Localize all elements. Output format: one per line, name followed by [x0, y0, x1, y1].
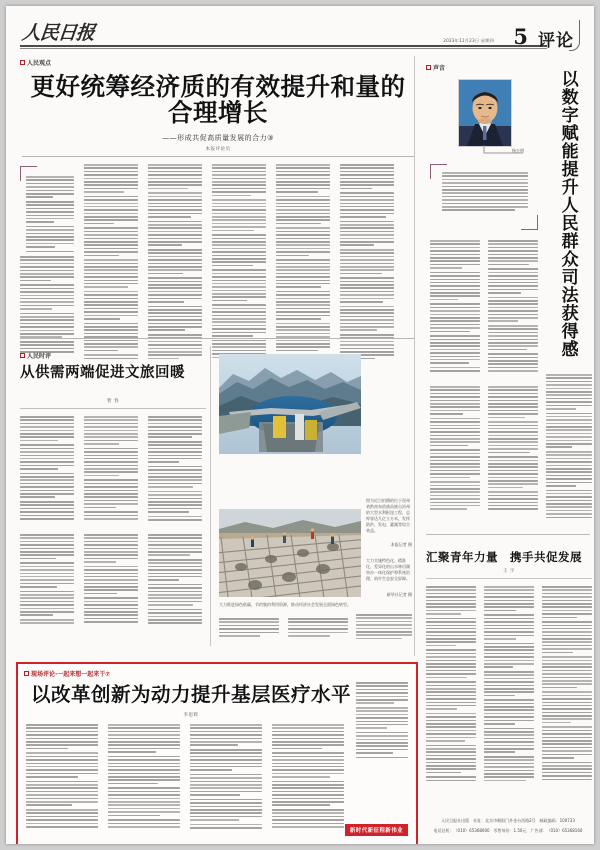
voice-body-col3 — [430, 386, 480, 513]
kicker-people-viewpoint — [20, 58, 51, 67]
grassroots-kicker-row — [24, 669, 110, 678]
lead-rule — [22, 156, 414, 157]
kicker-label-2: 人民时评 — [27, 353, 52, 360]
masthead-rule-thin — [20, 48, 547, 49]
kicker-label: 人民观点 — [27, 60, 52, 67]
portrait-caption: 杨万明 — [512, 148, 524, 153]
footer-line-1: 人民日报社出版 社址：北京市朝阳门外金台西路2号 邮政编码：100733 — [441, 818, 575, 823]
youth-byline: 王 宇 — [503, 569, 515, 574]
grassroots-body-col3 — [190, 724, 262, 832]
newspaper-page — [6, 6, 594, 844]
culture-kicker-row — [20, 351, 51, 360]
youth-body-col1 — [426, 586, 476, 784]
lead-body-col1b — [20, 256, 74, 356]
youth-body-col3 — [542, 586, 592, 783]
masthead — [20, 16, 580, 50]
culture-body-col6 — [148, 534, 202, 627]
culture-rule — [20, 408, 206, 409]
grassroots-body-col5 — [356, 682, 408, 761]
lead-subheadline: ——形成共促高质量发展的合力③ — [162, 134, 274, 142]
portrait-photo — [458, 79, 512, 147]
grassroots-badge: 新时代新征程新伟业 — [345, 824, 408, 836]
lead-body-col5 — [276, 164, 330, 362]
kicker-mark-icon-4 — [24, 671, 29, 676]
kicker-mark-icon — [20, 60, 25, 65]
kicker-label-3: 声音 — [433, 65, 446, 72]
lead-byline: 本报评论员 — [205, 147, 231, 152]
lead-body-col3 — [148, 164, 202, 362]
photo-feature-body-1 — [219, 618, 279, 640]
publication-date: 2023年11月23日 星期四 — [443, 38, 494, 43]
photo-dam-svg — [219, 354, 361, 454]
lead-body-col4 — [212, 164, 266, 361]
voice-body-col5 — [546, 374, 592, 521]
lead-headline: 更好统筹经济质的有效提升和量的合理增长 — [30, 72, 406, 128]
kicker-voice — [426, 63, 445, 72]
page-number: 5 — [513, 24, 528, 49]
kicker-onsite-commentary — [24, 669, 110, 678]
newspaper-logo: 人民日报 — [20, 22, 96, 44]
youth-body-col2 — [484, 586, 534, 784]
photo-feature-body-2 — [288, 618, 348, 640]
culture-headline: 从供需两端促进文旅回暖 — [20, 365, 185, 381]
voice-kicker-row — [426, 63, 445, 72]
lead-body-col2 — [84, 164, 138, 362]
lead-body-col6 — [340, 164, 394, 362]
photo-feature-body-3 — [356, 614, 412, 642]
grassroots-body-col2 — [108, 724, 180, 831]
photo-slope-construction — [219, 509, 361, 597]
youth-headline: 汇聚青年力量 携手共促发展 — [426, 550, 582, 564]
culture-body-col4 — [20, 534, 74, 627]
photo-caption-top: 图为近日拍摄的位于贵州省黔南布依族苗族自治州的大型水利枢纽工程，总库容达九亿立方米，发挥防洪、发电、灌溉等综合效益。 — [366, 498, 410, 533]
photo-caption-credit-top: 本报记者 摄 — [390, 542, 412, 547]
portrait-svg — [459, 80, 511, 146]
masthead-corner-ornament — [569, 20, 580, 51]
culture-body-col1 — [20, 416, 74, 523]
culture-byline: 智 春 — [107, 399, 119, 404]
photo-caption-bottom: 大力实施特色化、精准化、差异化的山水林田湖草沙一体化保护和系统治理，筑牢生态安全屏障。 — [366, 558, 410, 581]
youth-top-rule — [426, 534, 590, 535]
voice-headline: 以数字赋能提升人民群众司法获得感 — [557, 70, 578, 358]
column-divider-mid — [210, 346, 211, 646]
photo-dam-reservoir — [219, 354, 361, 454]
grassroots-body-col1 — [26, 724, 98, 831]
section-name: 评论 — [538, 31, 574, 51]
voice-quote-text — [442, 172, 528, 214]
photo-sidenote: 大力推进绿色低碳、节约集约利用资源，推动经济社会发展全面绿色转型。 — [219, 602, 351, 607]
grassroots-headline: 以改革创新为动力提升基层医疗水平 — [30, 683, 351, 706]
voice-body-col4 — [488, 386, 538, 513]
voice-quote-box — [430, 164, 538, 230]
kicker-mark-icon-2 — [20, 353, 25, 358]
lead-body-col1 — [26, 176, 74, 255]
grassroots-byline: 李思辉 — [183, 713, 199, 718]
footer-line-2: 电话总机：（010）65368000 零售每份：1.50元 广告部：（010）65368160 — [433, 828, 583, 833]
kicker-mark-icon-3 — [426, 65, 431, 70]
voice-body-col1 — [430, 240, 480, 375]
culture-body-col5 — [84, 534, 138, 626]
masthead-rule — [20, 45, 547, 47]
grassroots-feature-box — [16, 662, 418, 844]
quote-bracket-bottom-right-icon — [521, 215, 538, 230]
voice-body-col2 — [488, 240, 538, 375]
culture-body-col2 — [84, 416, 138, 523]
kicker-people-commentary — [20, 351, 51, 360]
youth-rule — [426, 578, 592, 579]
column-divider-right — [414, 56, 415, 656]
grassroots-body-col4 — [272, 724, 344, 831]
culture-body-col3 — [148, 416, 202, 524]
photo-caption-credit-bottom: 新华社记者 摄 — [386, 592, 412, 597]
kicker-label-4: 现场评论·一起来想一起来干⑦ — [31, 671, 111, 678]
photo-slope-svg — [219, 509, 361, 597]
lead-article-kicker-row — [20, 58, 51, 67]
lead-bottom-rule — [20, 338, 414, 339]
